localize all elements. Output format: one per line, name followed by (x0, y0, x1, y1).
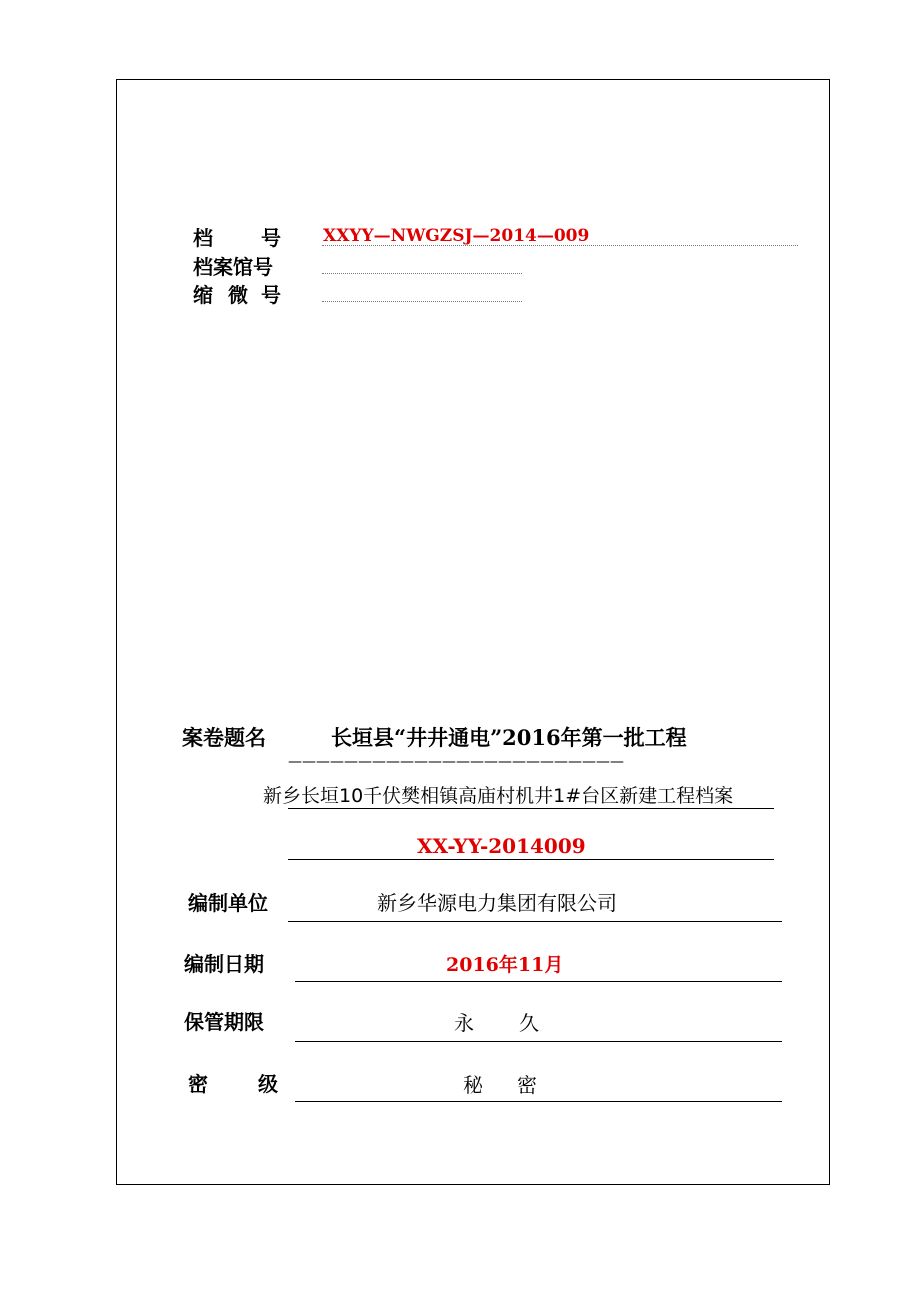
security-underline (295, 1101, 782, 1102)
date-value: 2016年11月 (446, 954, 564, 976)
date-label: 编制日期 (184, 952, 264, 976)
security-label-2: 级 (258, 1072, 278, 1096)
microfilm-no-label-1: 缩 (193, 283, 213, 307)
title-line-2: 新乡长垣10千伏樊相镇高庙村机井1#台区新建工程档案 (263, 785, 734, 807)
repository-no-label: 档案馆号 (193, 255, 273, 279)
retention-underline (295, 1041, 782, 1042)
case-code: XX-YY-2014009 (417, 834, 586, 858)
date-underline (295, 981, 782, 982)
title-line-2-underline (288, 808, 774, 809)
case-code-underline (288, 859, 774, 860)
archive-no-line (322, 245, 798, 246)
security-value-1: 秘 (463, 1073, 483, 1097)
compiler-underline (288, 921, 782, 922)
compiler-label: 编制单位 (188, 891, 268, 915)
compiler-value: 新乡华源电力集团有限公司 (377, 891, 617, 915)
archive-no-label-2: 号 (261, 226, 281, 250)
repository-no-line (322, 273, 522, 274)
title-dash-line: ———————————————————————— (288, 754, 624, 770)
security-label-1: 密 (188, 1072, 208, 1096)
archive-no-value: XXYY—NWGZSJ—2014—009 (323, 226, 590, 246)
microfilm-no-label-2: 微 (228, 283, 248, 307)
microfilm-no-line (322, 301, 522, 302)
microfilm-no-label-3: 号 (261, 283, 281, 307)
archive-no-label-1: 档 (193, 226, 213, 250)
retention-label: 保管期限 (184, 1010, 264, 1034)
security-value-2: 密 (517, 1073, 537, 1097)
retention-value-1: 永 (454, 1011, 474, 1035)
title-line-1: 长垣县“井井通电”2016年第一批工程 (331, 725, 687, 750)
title-label: 案卷题名 (182, 726, 266, 750)
retention-value-2: 久 (519, 1011, 539, 1035)
